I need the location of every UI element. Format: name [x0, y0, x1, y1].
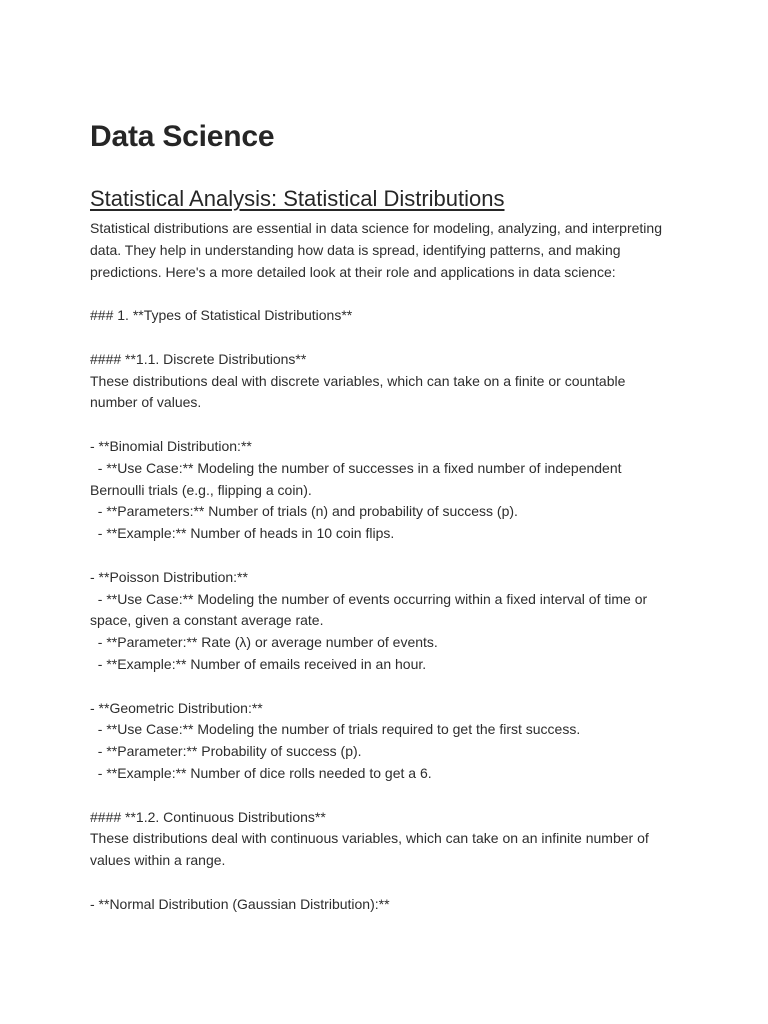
body-line: These distributions deal with discrete variables, which can take on a finite or countable [90, 372, 626, 389]
body-line: number of values. [90, 394, 202, 411]
body-line: Statistical distributions are essential in data science for modeling, analyzing, and interpreting [90, 220, 662, 236]
body-line: - **Parameter:** Probability of success (p). [90, 743, 362, 760]
body-line: - **Use Case:** Modeling the number of successes in a fixed number of independent [90, 459, 622, 476]
blank-line [90, 545, 680, 567]
body-line: - **Example:** Number of dice rolls needed to get a 6. [90, 764, 432, 781]
body-line: - **Normal Distribution (Gaussian Distribution):** [90, 895, 390, 912]
body-line: - **Geometric Distribution:** [90, 699, 263, 716]
body-line: #### **1.2. Continuous Distributions** [90, 808, 326, 825]
blank-line [90, 872, 680, 894]
body-line: - **Example:** Number of emails received in an hour. [90, 655, 427, 672]
blank-line [90, 676, 680, 698]
body-line: - **Use Case:** Modeling the number of trials required to get the first success. [90, 721, 581, 738]
blank-line [90, 785, 680, 807]
body-line: Bernoulli trials (e.g., flipping a coin). [90, 481, 312, 498]
body-line: predictions. Here's a more detailed look at their role and applications in data science: [90, 263, 616, 280]
body-line: - **Poisson Distribution:** [90, 568, 248, 585]
body-line: - **Binomial Distribution:** [90, 437, 252, 454]
blank-line [90, 414, 680, 436]
body-line: - **Parameter:** Rate (λ) or average number of events. [90, 634, 438, 651]
document-body [90, 218, 680, 916]
body-line: space, given a constant average rate. [90, 612, 324, 629]
document-title: Data Science [90, 120, 275, 153]
body-line: #### **1.1. Discrete Distributions** [90, 350, 307, 367]
body-line: These distributions deal with continuous variables, which can take on an infinite number of [90, 830, 649, 847]
body-line: - **Example:** Number of heads in 10 coin flips. [90, 525, 395, 542]
body-line: - **Use Case:** Modeling the number of events occurring within a fixed interval of time or [90, 590, 648, 607]
body-line: - **Parameters:** Number of trials (n) and probability of success (p). [90, 503, 518, 520]
section-heading: Statistical Analysis: Statistical Distributions [90, 186, 505, 211]
body-line: values within a range. [90, 852, 226, 869]
blank-line [90, 283, 680, 305]
blank-line [90, 327, 680, 349]
body-line: data. They help in understanding how data is spread, identifying patterns, and making [90, 241, 621, 258]
body-line: ### 1. **Types of Statistical Distributions** [90, 307, 353, 324]
